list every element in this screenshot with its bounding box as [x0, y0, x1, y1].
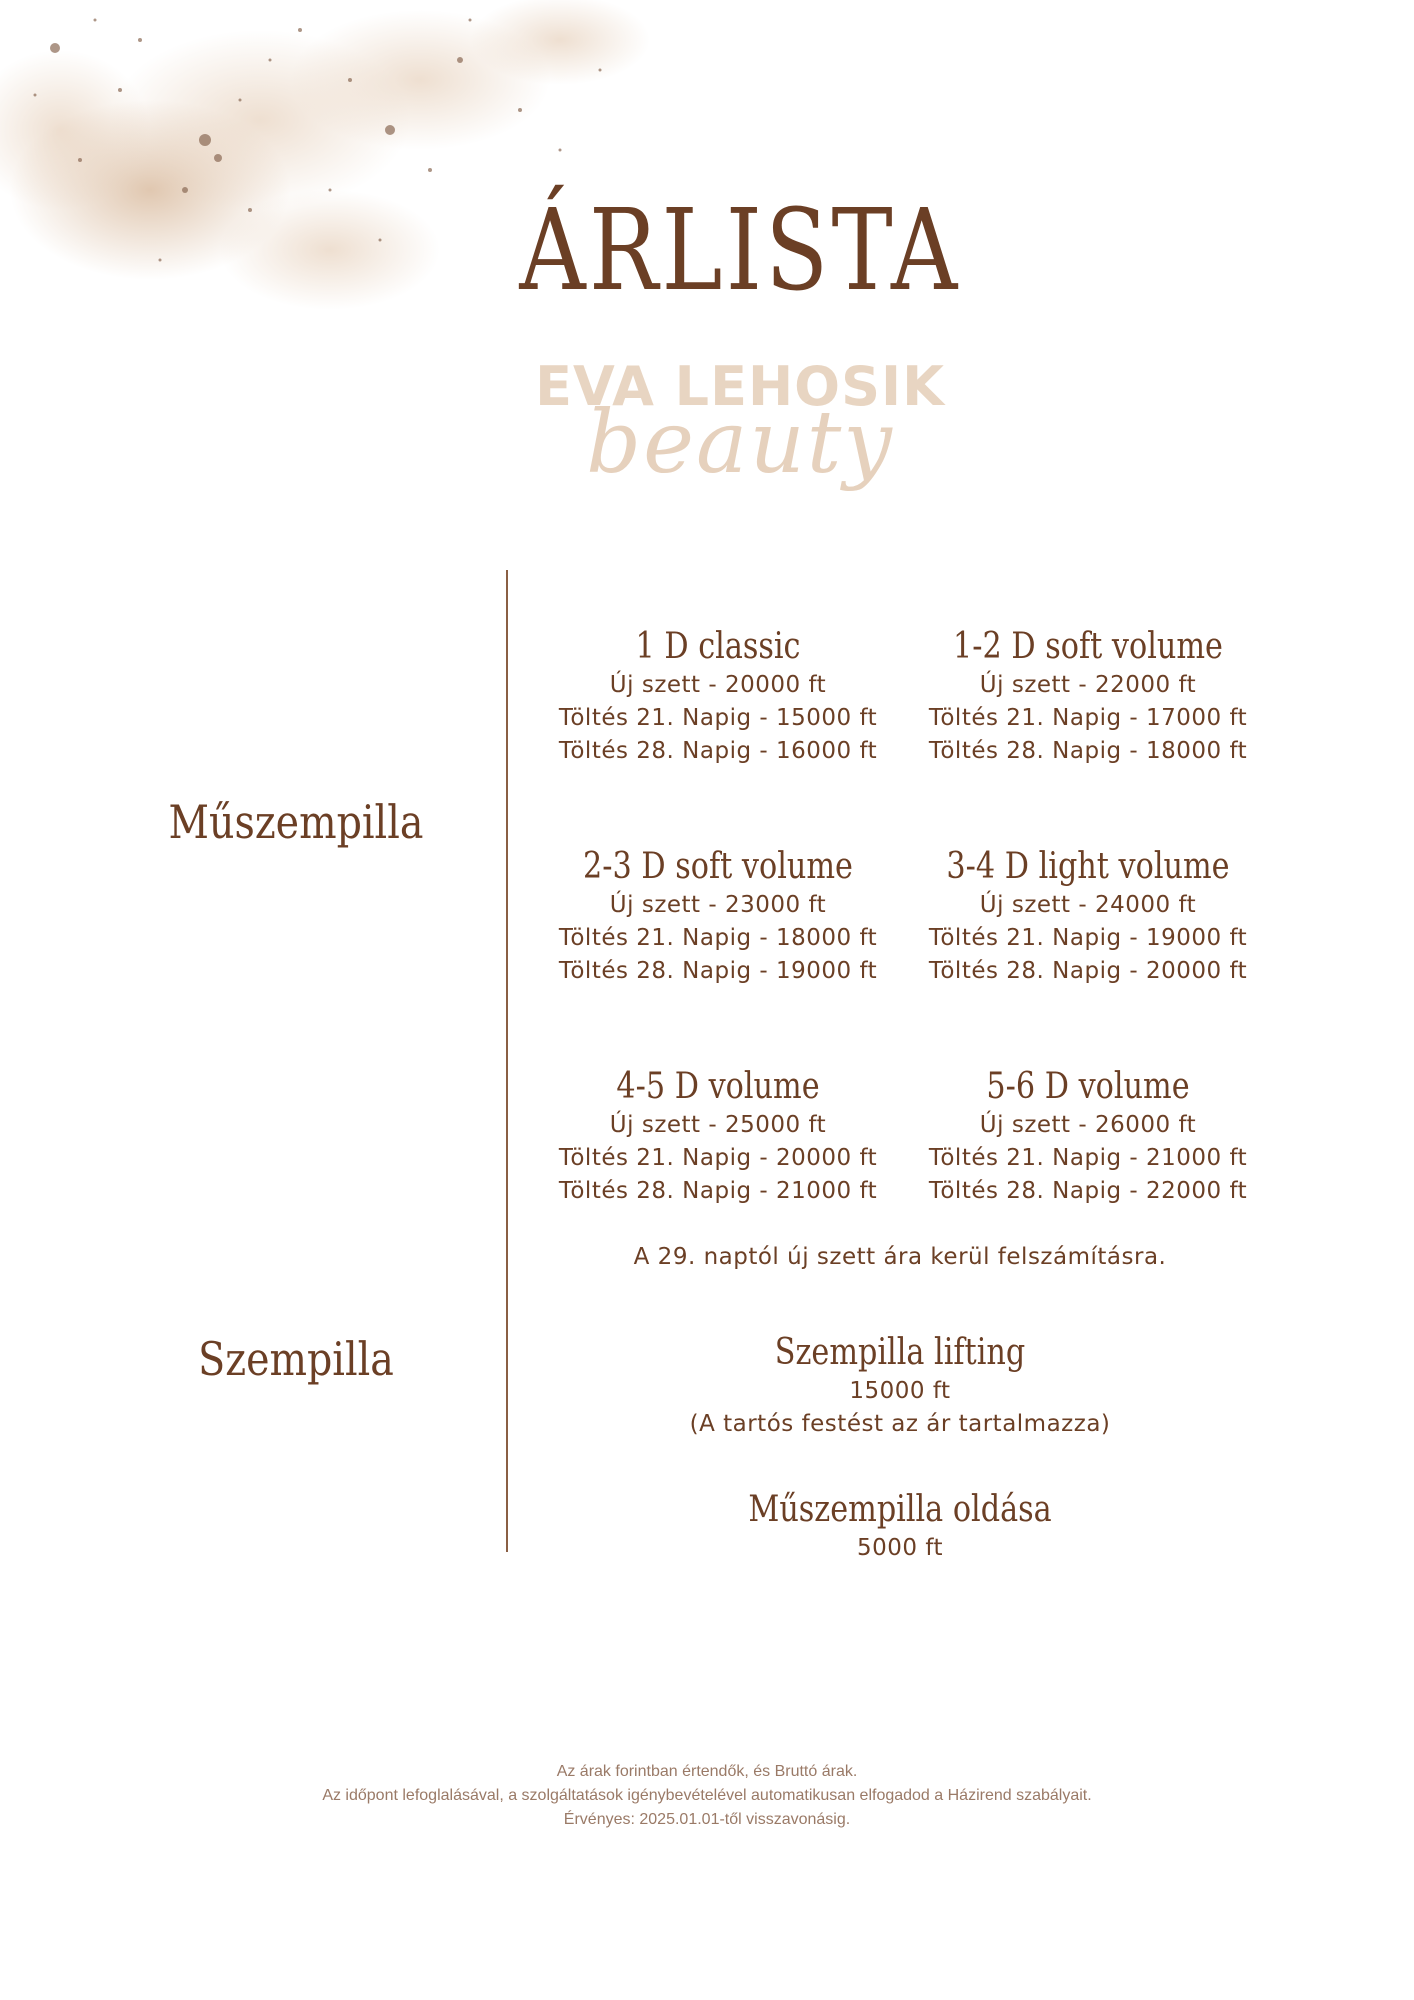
price-line: Új szett - 24000 ft [979, 892, 1197, 918]
price-block-1-2d-soft-volume [878, 625, 1298, 768]
brand-logo-name: EVA LEHOSIK [535, 355, 945, 418]
price-line: Töltés 28. Napig - 16000 ft [558, 738, 878, 764]
price-line: Töltés 28. Napig - 19000 ft [558, 958, 878, 984]
price-block-5-6d-volume [878, 1065, 1298, 1208]
price-line: Új szett - 25000 ft [609, 1112, 827, 1138]
price-line: Töltés 28. Napig - 21000 ft [558, 1178, 878, 1204]
service-name: 1 D classic [635, 626, 801, 667]
price-line: Töltés 21. Napig - 19000 ft [928, 925, 1248, 951]
service-name: Műszempilla oldása [748, 1489, 1052, 1530]
service-name: 4-5 D volume [616, 1066, 820, 1107]
price-line: Új szett - 26000 ft [979, 1112, 1197, 1138]
price-line: Töltés 21. Napig - 21000 ft [928, 1145, 1248, 1171]
price-line: Töltés 21. Napig - 20000 ft [558, 1145, 878, 1171]
brand-logo-script: beauty [586, 393, 894, 493]
footer-line: Az időpont lefoglalásával, a szolgáltatások igénybevételével automatikusan elfogadod a Házirend szabályait. [322, 1787, 1092, 1804]
price-line: Új szett - 22000 ft [979, 672, 1197, 698]
price-line: Töltés 21. Napig - 15000 ft [558, 705, 878, 731]
price-block-4-5d-volume [508, 1065, 928, 1208]
price-block-muszempilla-oldasa [650, 1488, 1150, 1565]
service-name: 3-4 D light volume [946, 846, 1230, 887]
price-block-3-4d-light-volume [878, 845, 1298, 988]
footer-line: Érvényes: 2025.01.01-től visszavonásig. [563, 1811, 851, 1828]
price-line: Új szett - 20000 ft [609, 672, 827, 698]
price-line: Töltés 28. Napig - 18000 ft [928, 738, 1248, 764]
category-muszempilla: Műszempilla [168, 795, 424, 849]
price-line: Töltés 21. Napig - 17000 ft [928, 705, 1248, 731]
service-name: 1-2 D soft volume [953, 626, 1223, 667]
pricing-note: A 29. naptól új szett ára kerül felszámításra. [633, 1244, 1167, 1270]
price-line: (A tartós festést az ár tartalmazza) [689, 1411, 1111, 1437]
price-line: Töltés 28. Napig - 22000 ft [928, 1178, 1248, 1204]
footer [160, 1760, 1254, 1832]
price-line: Töltés 28. Napig - 20000 ft [928, 958, 1248, 984]
page-title: ÁRLISTA [519, 186, 961, 316]
footer-line: Az árak forintban értendők, és Bruttó árak. [556, 1763, 858, 1780]
price-block-1d-classic [508, 625, 928, 768]
price-line: Töltés 21. Napig - 18000 ft [558, 925, 878, 951]
service-name: Szempilla lifting [774, 1332, 1026, 1373]
price-block-szempilla-lifting [650, 1331, 1150, 1441]
price-line: Új szett - 23000 ft [609, 892, 827, 918]
price-line: 5000 ft [856, 1535, 944, 1561]
service-name: 5-6 D volume [986, 1066, 1190, 1107]
category-szempilla: Szempilla [198, 1332, 394, 1386]
service-name: 2-3 D soft volume [583, 846, 853, 887]
price-block-2-3d-soft-volume [508, 845, 928, 988]
price-line: 15000 ft [849, 1378, 951, 1404]
